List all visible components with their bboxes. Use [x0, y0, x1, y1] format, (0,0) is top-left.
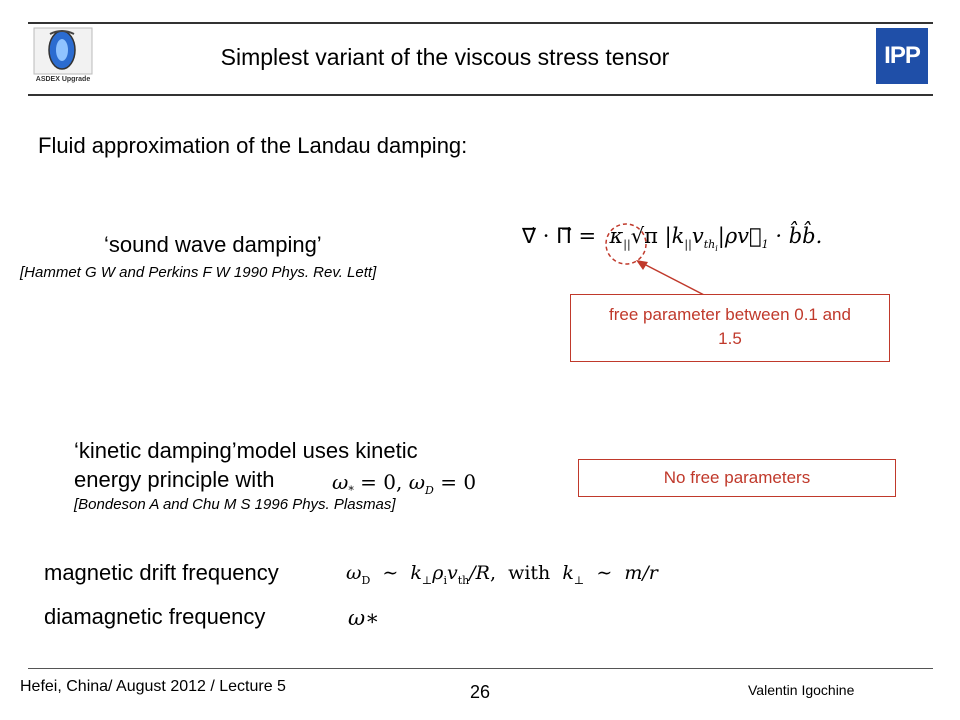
formula-kappa: $\kappa_{||}$	[602, 224, 631, 252]
formula-bb: · b̂b̂.	[775, 224, 823, 248]
kinetic-damping-reference: [Bondeson A and Chu M S 1996 Phys. Plasmas]	[74, 496, 396, 513]
kinetic-condition-formula: $\omega_* = 0$, $\omega_D = 0$	[332, 470, 477, 497]
asdex-logo	[32, 26, 94, 88]
no-free-parameters-box	[578, 459, 896, 497]
viscous-stress-formula	[522, 224, 822, 253]
free-parameter-text: free parameter between 0.1 and 1.5	[609, 305, 851, 348]
header-bottom-rule	[28, 94, 933, 96]
free-parameter-box	[570, 294, 890, 362]
no-free-parameters-text: No free parameters	[663, 468, 811, 487]
footer-rule	[28, 668, 933, 669]
sound-wave-label: ‘sound wave damping’	[104, 232, 322, 257]
page-number: 26	[470, 682, 491, 702]
formula-sqrt-pi: √π	[630, 224, 658, 248]
section-heading: Fluid approximation of the Landau damping:	[38, 133, 468, 158]
ipp-logo-text: IPP	[884, 42, 920, 69]
formula-divergence: ∇⃗ · Π⃗ =	[522, 224, 597, 248]
footer-author: Valentin Igochine	[748, 682, 855, 698]
ipp-logo	[876, 28, 928, 84]
formula-k-vth: $|k_{||}v_{th_i}|\rho v⃗_1$	[664, 224, 769, 254]
kinetic-damping-line2: energy principle with	[74, 467, 275, 492]
drift-frequency-formula: $\omega_D$ ∼ $k_\perp\rho_iv_{th}/R$, with $k_\perp$ ∼ m/r	[346, 562, 658, 587]
page-title: Simplest variant of the viscous stress tensor	[220, 44, 670, 70]
header-top-rule	[28, 22, 933, 24]
diamagnetic-frequency-symbol: ω∗	[348, 606, 380, 630]
sound-wave-reference: [Hammet G W and Perkins F W 1990 Phys. Rev. Lett]	[20, 264, 377, 281]
kinetic-damping-line1: ‘kinetic damping’model uses kinetic	[74, 438, 418, 463]
footer-lecture-info: Hefei, China/ August 2012 / Lecture 5	[20, 678, 286, 695]
diamagnetic-frequency-label: diamagnetic frequency	[44, 604, 266, 629]
drift-frequency-label: magnetic drift frequency	[44, 560, 279, 585]
asdex-logo-text: ASDEX Upgrade	[35, 76, 91, 83]
